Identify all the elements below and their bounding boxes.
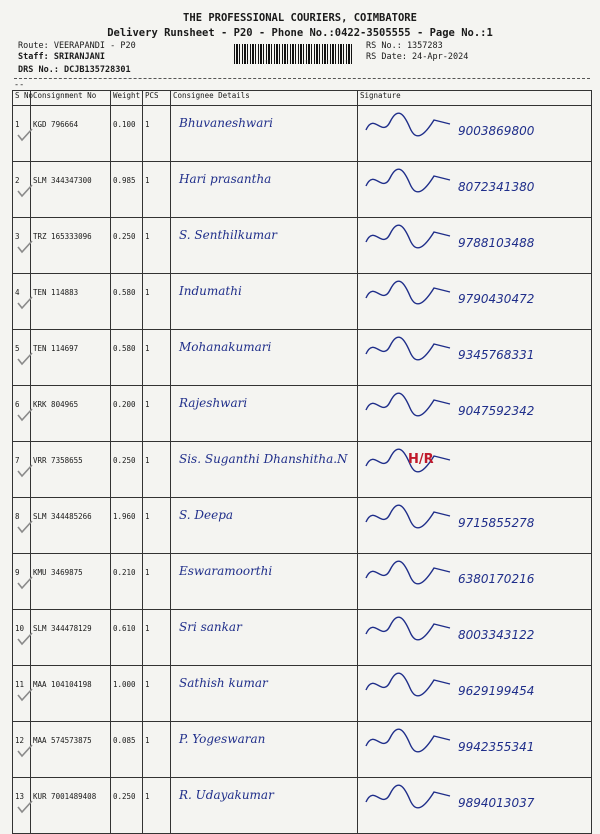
cell-sno <box>13 162 31 218</box>
runsheet-subtitle: Delivery Runsheet - P20 - Phone No.:0422-3505555 - Page No.:1 <box>107 27 493 39</box>
cell-consignee <box>171 106 358 162</box>
signature-phone: 9629199454 <box>458 684 535 698</box>
cell-weight: 0.250 <box>111 778 143 834</box>
route-label: Route: VEERAPANDI - P20 <box>18 41 136 51</box>
sno-value: 2 <box>15 176 20 185</box>
header-consignee: Consignee Details <box>171 91 358 106</box>
signature-scribble-icon <box>364 334 454 364</box>
signature-scribble-icon <box>364 166 454 196</box>
delivery-remark: H/R <box>408 452 434 467</box>
signature-phone: 6380170216 <box>458 572 535 586</box>
cell-signature <box>358 274 592 330</box>
cell-consignee <box>171 162 358 218</box>
consignee-name: Sis. Suganthi Dhanshitha.N <box>179 452 348 466</box>
signature-scribble-icon <box>364 726 454 756</box>
consignee-name: R. Udayakumar <box>179 788 274 802</box>
signature-phone: 9894013037 <box>458 796 535 810</box>
signature-phone: 9715855278 <box>458 516 535 530</box>
cell-pcs: 1 <box>143 722 171 778</box>
runsheet-table <box>12 90 592 834</box>
consignee-name: P. Yogeswaran <box>179 732 266 746</box>
cell-weight: 0.200 <box>111 386 143 442</box>
sno-value: 8 <box>15 512 20 521</box>
cell-signature <box>358 442 592 498</box>
signature-phone: 8003343122 <box>458 628 535 642</box>
consignee-name: Rajeshwari <box>179 396 248 410</box>
barcode-icon <box>234 44 354 64</box>
signature-scribble-icon <box>364 670 454 700</box>
cell-weight: 0.100 <box>111 106 143 162</box>
dash-marker: -- <box>14 80 25 90</box>
cell-pcs: 1 <box>143 498 171 554</box>
cell-consignment: MAA 574573875 <box>31 722 111 778</box>
header-pcs: PCS <box>143 91 171 106</box>
signature-phone: 9942355341 <box>458 740 535 754</box>
sno-value: 5 <box>15 344 20 353</box>
cell-consignee <box>171 498 358 554</box>
cell-pcs: 1 <box>143 554 171 610</box>
cell-weight: 0.250 <box>111 218 143 274</box>
cell-signature <box>358 666 592 722</box>
signature-scribble-icon <box>364 222 454 252</box>
consignee-name: Sri sankar <box>179 620 242 634</box>
sno-value: 13 <box>15 792 25 801</box>
cell-sno <box>13 274 31 330</box>
cell-signature <box>358 554 592 610</box>
cell-consignment: SLM 344478129 <box>31 610 111 666</box>
sno-value: 11 <box>15 680 25 689</box>
cell-weight: 0.610 <box>111 610 143 666</box>
table-row <box>13 106 592 162</box>
signature-scribble-icon <box>364 390 454 420</box>
consignee-name: Eswaramoorthi <box>179 564 273 578</box>
cell-consignment: KGD 796664 <box>31 106 111 162</box>
sno-value: 1 <box>15 120 20 129</box>
rs-number: RS No.: 1357283 <box>366 41 443 51</box>
table-row <box>13 330 592 386</box>
cell-pcs: 1 <box>143 442 171 498</box>
table-row <box>13 386 592 442</box>
cell-weight: 1.960 <box>111 498 143 554</box>
cell-sno <box>13 666 31 722</box>
cell-consignee <box>171 274 358 330</box>
cell-pcs: 1 <box>143 330 171 386</box>
sno-value: 6 <box>15 400 20 409</box>
cell-consignment: SLM 344485266 <box>31 498 111 554</box>
cell-consignee <box>171 778 358 834</box>
cell-sno <box>13 722 31 778</box>
table-row <box>13 778 592 834</box>
cell-signature <box>358 218 592 274</box>
cell-weight: 1.000 <box>111 666 143 722</box>
rs-date: RS Date: 24-Apr-2024 <box>366 52 469 62</box>
cell-weight: 0.085 <box>111 722 143 778</box>
cell-weight: 0.210 <box>111 554 143 610</box>
sno-value: 7 <box>15 456 20 465</box>
signature-phone: 9345768331 <box>458 348 535 362</box>
cell-sno <box>13 106 31 162</box>
cell-signature <box>358 722 592 778</box>
cell-sno <box>13 778 31 834</box>
cell-pcs: 1 <box>143 274 171 330</box>
cell-consignee <box>171 218 358 274</box>
cell-consignee <box>171 330 358 386</box>
sno-value: 12 <box>15 736 25 745</box>
table-row <box>13 554 592 610</box>
cell-consignee <box>171 610 358 666</box>
consignee-name: Mohanakumari <box>179 340 272 354</box>
table-header-row <box>13 91 592 106</box>
table-row <box>13 610 592 666</box>
cell-pcs: 1 <box>143 778 171 834</box>
cell-sno <box>13 218 31 274</box>
cell-pcs: 1 <box>143 666 171 722</box>
consignee-name: Bhuvaneshwari <box>179 116 273 130</box>
cell-consignment: KMU 3469875 <box>31 554 111 610</box>
table-row <box>13 442 592 498</box>
signature-scribble-icon <box>364 558 454 588</box>
cell-consignment: TEN 114697 <box>31 330 111 386</box>
cell-pcs: 1 <box>143 218 171 274</box>
cell-signature <box>358 330 592 386</box>
cell-weight: 0.985 <box>111 162 143 218</box>
cell-sno <box>13 610 31 666</box>
cell-consignee <box>171 554 358 610</box>
cell-pcs: 1 <box>143 162 171 218</box>
cell-consignment: TRZ 165333096 <box>31 218 111 274</box>
table-row <box>13 274 592 330</box>
cell-signature <box>358 498 592 554</box>
signature-phone: 9003869800 <box>458 124 535 138</box>
cell-pcs: 1 <box>143 106 171 162</box>
staff-label: Staff: SRIRANJANI <box>18 52 105 62</box>
header-weight: Weight <box>111 91 143 106</box>
table-row <box>13 498 592 554</box>
cell-weight: 0.580 <box>111 274 143 330</box>
cell-consignee <box>171 386 358 442</box>
company-title: THE PROFESSIONAL COURIERS, COIMBATORE <box>183 12 417 24</box>
header-signature: Signature <box>358 91 592 106</box>
cell-signature <box>358 778 592 834</box>
table-body <box>13 106 592 834</box>
table-row <box>13 162 592 218</box>
table-row <box>13 722 592 778</box>
cell-sno <box>13 498 31 554</box>
cell-sno <box>13 386 31 442</box>
cell-consignment: KRK 804965 <box>31 386 111 442</box>
signature-scribble-icon <box>364 502 454 532</box>
cell-sno <box>13 330 31 386</box>
divider <box>14 78 590 79</box>
cell-signature <box>358 386 592 442</box>
cell-weight: 0.580 <box>111 330 143 386</box>
drs-label: DRS No.: DCJB135728301 <box>18 65 131 75</box>
signature-phone: 9788103488 <box>458 236 535 250</box>
signature-scribble-icon <box>364 614 454 644</box>
signature-phone: 9047592342 <box>458 404 535 418</box>
cell-consignee <box>171 722 358 778</box>
cell-consignment: VRR 7358655 <box>31 442 111 498</box>
table-row <box>13 218 592 274</box>
cell-signature <box>358 162 592 218</box>
sno-value: 10 <box>15 624 25 633</box>
cell-signature <box>358 610 592 666</box>
consignee-name: S. Senthilkumar <box>179 228 277 242</box>
signature-scribble-icon <box>364 110 454 140</box>
consignee-name: Hari prasantha <box>179 172 272 186</box>
sno-value: 4 <box>15 288 20 297</box>
cell-consignee <box>171 442 358 498</box>
cell-pcs: 1 <box>143 386 171 442</box>
cell-consignment: KUR 7001489408 <box>31 778 111 834</box>
cell-pcs: 1 <box>143 610 171 666</box>
cell-signature <box>358 106 592 162</box>
signature-phone: 9790430472 <box>458 292 535 306</box>
cell-weight: 0.250 <box>111 442 143 498</box>
signature-phone: 8072341380 <box>458 180 535 194</box>
header-sno: S No <box>13 91 31 106</box>
cell-consignment: SLM 344347300 <box>31 162 111 218</box>
consignee-name: Indumathi <box>179 284 242 298</box>
cell-consignee <box>171 666 358 722</box>
sno-value: 3 <box>15 232 20 241</box>
signature-scribble-icon <box>364 782 454 812</box>
cell-consignment: TEN 114883 <box>31 274 111 330</box>
consignee-name: Sathish kumar <box>179 676 268 690</box>
header-consignment: Consignment No <box>31 91 111 106</box>
consignee-name: S. Deepa <box>179 508 234 522</box>
cell-consignment: MAA 104104198 <box>31 666 111 722</box>
sno-value: 9 <box>15 568 20 577</box>
cell-sno <box>13 554 31 610</box>
cell-sno <box>13 442 31 498</box>
signature-scribble-icon <box>364 278 454 308</box>
table-row <box>13 666 592 722</box>
